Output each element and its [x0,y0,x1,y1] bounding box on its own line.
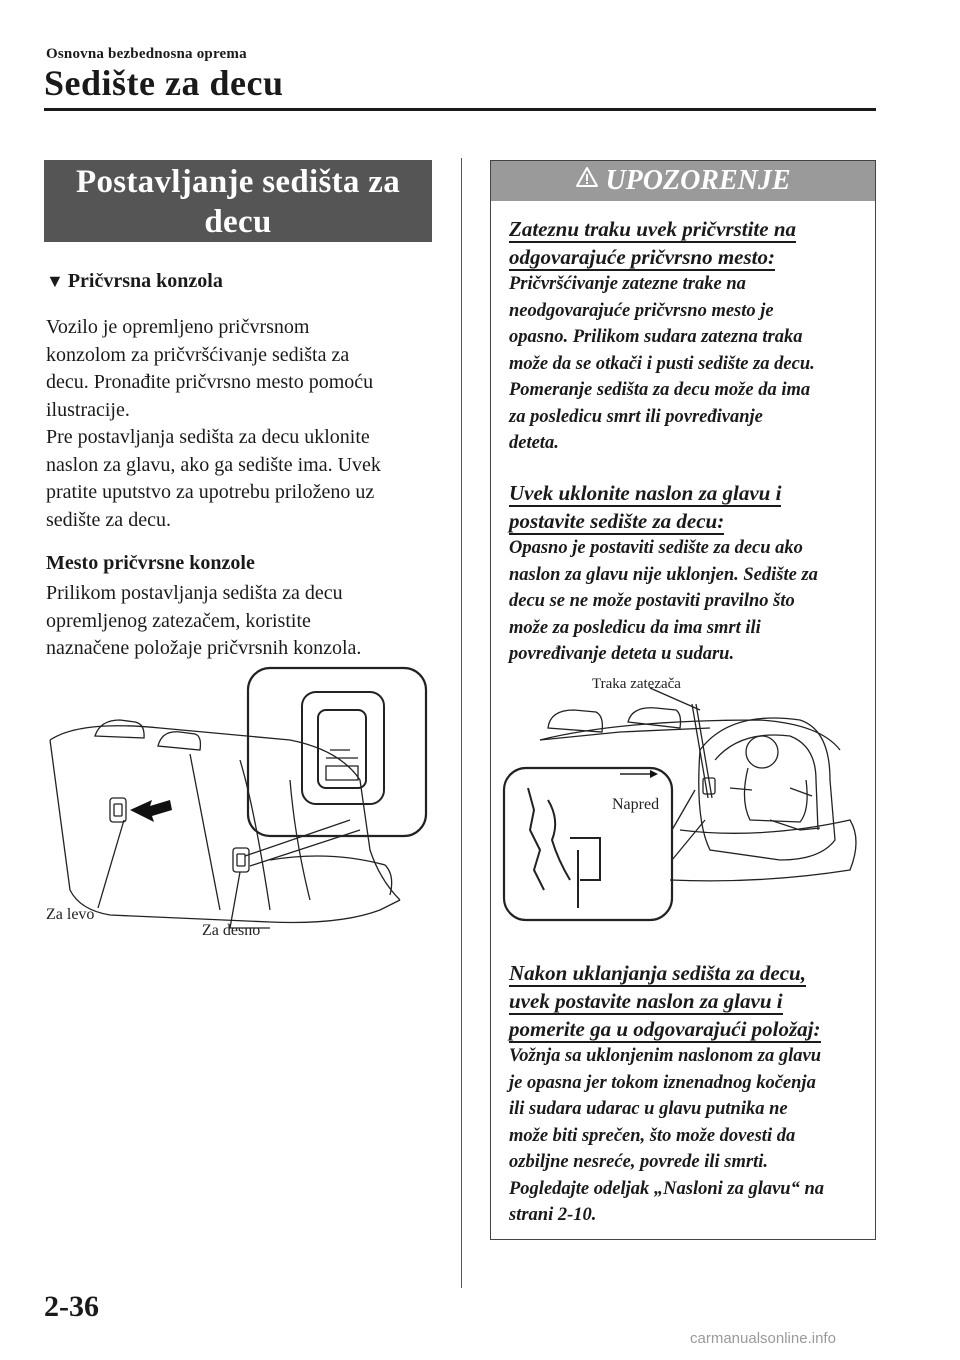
text-line: Vozilo je opremljeno pričvrsnom [46,316,310,338]
text-line: povređivanje deteta u sudaru. [509,644,735,664]
warning-heading-2 [509,479,781,535]
warning-body-1 [509,271,869,457]
banner-line-1: Postavljanje sedišta za [75,164,401,200]
subheading-location: Mesto pričvrsne konzole [46,552,255,574]
triangle-bullet-icon: ▼ [46,271,64,291]
text-line: Opasno je postaviti sedište za decu ako [509,538,803,558]
text-line: Prilikom postavljanja sedišta za decu [46,582,343,604]
warning-heading-1 [509,215,796,271]
page-title: Sedište za decu [44,63,284,103]
rear-seat-illustration [40,660,440,950]
heading-line: Zateznu traku uvek pričvrstite na [509,217,797,241]
text-line: Pomeranje sedišta za decu može da ima [509,380,811,400]
subheading-text: Pričvrsna konzola [67,270,223,292]
text-line: je opasna jer tokom iznenadnog kočenja [509,1072,816,1093]
watermark: carmanualsonline.info [690,1330,836,1347]
rear-seat-drawing [40,660,440,950]
text-line: neodgovarajuće pričvrsno mesto je [509,300,774,321]
heading-line: Uvek uklonite naslon za glavu i [509,481,782,505]
text-line: Vožnja sa uklonjenim naslonom za glavu [509,1046,822,1066]
label-forward: Napred [612,796,660,813]
text-line: pratite uputstvo za upotrebu priloženo uz [46,481,375,503]
child-seat-drawing [500,670,870,930]
warning-title: UPOZORENJE [605,165,791,196]
warning-body-2 [509,535,869,668]
heading-line: Nakon uklanjanja sedišta za decu, [509,961,806,985]
section-banner [44,160,432,242]
heading-line: uvek postavite naslon za glavu i [509,989,783,1013]
text-line: naznačene položaje pričvrsnih konzola. [46,637,362,659]
paragraph-intro [46,314,446,424]
warning-header [491,161,875,201]
label-left-anchor: Za levo [46,906,95,923]
text-line: može za posledicu da ima smrt ili [509,617,761,638]
text-line: naslon za glavu, ako ga sedište ima. Uvek [46,453,381,476]
header-rule [44,108,876,111]
text-line: Pogledajte odeljak „Nasloni za glavu“ na [509,1178,825,1199]
heading-line: postavite sedište za decu: [509,509,725,533]
text-line: decu. Pronađite pričvrsno mesto pomoću [46,371,374,393]
column-divider [461,158,462,1288]
paragraph-location [46,580,446,663]
heading-line: pomerite ga u odgovarajući položaj: [509,1017,821,1041]
text-line: opremljenog zatezačem, koristite [46,609,311,632]
text-line: decu se ne može postaviti pravilno što [509,591,795,611]
text-line: konzolom za pričvršćivanje sedišta za [46,343,350,366]
text-line: ilustracije. [46,398,130,421]
page-number: 2-36 [44,1290,99,1323]
text-line: ili sudara udarac u glavu putnika ne [509,1099,788,1119]
text-line: naslon za glavu nije uklonjen. Sedište za [509,564,818,585]
text-line: opasno. Prilikom sudara zatezna traka [509,327,803,347]
text-line: Pre postavljanja sedišta za decu uklonite [46,426,370,448]
label-right-anchor: Za desno [202,922,261,939]
paragraph-headrest [46,424,446,534]
banner-line-2: decu [204,204,272,240]
subheading-bracket [46,270,223,293]
warning-triangle-icon [575,160,599,200]
text-line: može biti sprečen, što može dovesti da [509,1125,796,1146]
text-line: za posledicu smrt ili povređivanje [509,406,763,427]
text-line: može da se otkači i pusti sedište za decu. [509,353,815,374]
text-line: strani 2-10. [509,1205,597,1225]
heading-line: odgovarajuće pričvrsno mesto: [509,245,775,269]
warning-body-3 [509,1043,869,1229]
label-tether-strap: Traka zatezača [592,676,681,692]
text-line: ozbiljne nesreće, povrede ili smrti. [509,1152,768,1172]
child-seat-illustration [500,670,870,930]
text-line: deteta. [509,433,559,453]
section-label: Osnovna bezbednosna oprema [46,46,247,62]
text-line: sedište za decu. [46,508,171,531]
text-line: Pričvršćivanje zatezne trake na [509,274,746,294]
warning-heading-3 [509,959,821,1043]
